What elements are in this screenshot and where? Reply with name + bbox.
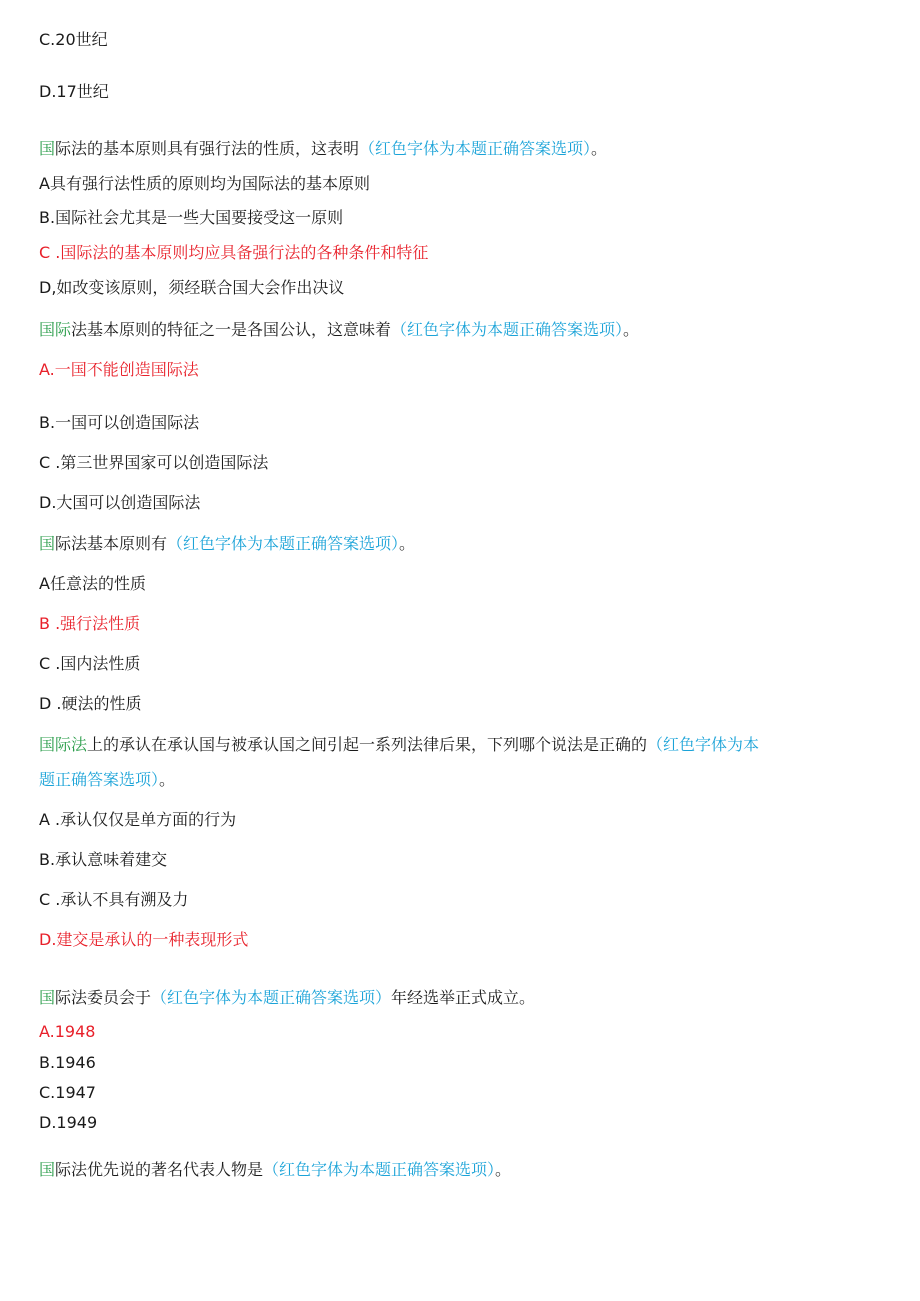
question-1-hint: （红色字体为本题正确答案选项） bbox=[359, 139, 592, 158]
q5-option-d: D.1949 bbox=[39, 1113, 98, 1132]
question-5-lead: 国 bbox=[39, 988, 56, 1007]
question-4-text: 上的承认在承认国与被承认国之间引起一系列法律后果，下列哪个说法是正确的 bbox=[87, 735, 648, 754]
q2-option-c: C .第三世界国家可以创造国际法 bbox=[39, 453, 269, 472]
question-3-text: 际法基本原则有 bbox=[55, 534, 168, 553]
option-c-top: C.20世纪 bbox=[39, 30, 108, 49]
question-6-text: 际法优先说的著名代表人物是 bbox=[55, 1160, 264, 1179]
q4-option-a: A .承认仅仅是单方面的行为 bbox=[39, 810, 237, 829]
q3-option-b-correct: B .强行法性质 bbox=[39, 614, 141, 633]
question-5-text: 际法委员会于 bbox=[55, 988, 152, 1007]
question-2-end: 。 bbox=[623, 320, 640, 339]
question-3-hint: （红色字体为本题正确答案选项） bbox=[167, 534, 400, 553]
q2-option-d: D.大国可以创造国际法 bbox=[39, 493, 201, 512]
question-6 bbox=[39, 1159, 511, 1181]
q1-option-a: A具有强行法性质的原则均为国际法的基本原则 bbox=[39, 174, 370, 193]
question-2 bbox=[39, 319, 639, 341]
question-4-line-2 bbox=[39, 769, 175, 791]
question-4-hint-part-1: （红色字体为本 bbox=[647, 735, 760, 754]
question-6-hint: （红色字体为本题正确答案选项） bbox=[263, 1160, 496, 1179]
q3-option-a: A任意法的性质 bbox=[39, 574, 146, 593]
question-5-after: 年经选举正式成立。 bbox=[391, 988, 536, 1007]
q5-option-c: C.1947 bbox=[39, 1083, 96, 1102]
question-6-lead: 国 bbox=[39, 1160, 56, 1179]
q3-option-d: D .硬法的性质 bbox=[39, 694, 142, 713]
question-1-end: 。 bbox=[591, 139, 608, 158]
question-4-end: 。 bbox=[159, 770, 176, 789]
question-1-text: 际法的基本原则具有强行法的性质，这表明 bbox=[55, 139, 360, 158]
q5-option-b: B.1946 bbox=[39, 1053, 96, 1072]
question-5-hint: （红色字体为本题正确答案选项） bbox=[151, 988, 392, 1007]
q2-option-a-correct: A.一国不能创造国际法 bbox=[39, 360, 199, 379]
question-3 bbox=[39, 533, 415, 555]
question-3-lead: 国 bbox=[39, 534, 56, 553]
question-5 bbox=[39, 987, 535, 1009]
q4-option-b: B.承认意味着建交 bbox=[39, 850, 168, 869]
q5-option-a-correct: A.1948 bbox=[39, 1022, 96, 1041]
q3-option-c: C .国内法性质 bbox=[39, 654, 141, 673]
question-1-lead: 国 bbox=[39, 139, 56, 158]
question-4-hint-part-2: 题正确答案选项） bbox=[39, 770, 160, 789]
question-3-end: 。 bbox=[399, 534, 416, 553]
q4-option-c: C .承认不具有溯及力 bbox=[39, 890, 189, 909]
q4-option-d-correct: D.建交是承认的一种表现形式 bbox=[39, 930, 249, 949]
question-1 bbox=[39, 138, 607, 160]
option-d-top: D.17世纪 bbox=[39, 82, 109, 101]
question-4-lead: 国际法 bbox=[39, 735, 88, 754]
q2-option-b: B.一国可以创造国际法 bbox=[39, 413, 200, 432]
question-6-end: 。 bbox=[495, 1160, 512, 1179]
question-4-line-1 bbox=[39, 734, 759, 756]
question-2-hint: （红色字体为本题正确答案选项） bbox=[391, 320, 624, 339]
q1-option-d: D,如改变该原则，须经联合国大会作出决议 bbox=[39, 278, 345, 297]
q1-option-b: B.国际社会尤其是一些大国要接受这一原则 bbox=[39, 208, 344, 227]
q1-option-c-correct: C .国际法的基本原则均应具备强行法的各种条件和特征 bbox=[39, 243, 429, 262]
question-2-lead: 国际 bbox=[39, 320, 72, 339]
question-2-text: 法基本原则的特征之一是各国公认，这意味着 bbox=[71, 320, 392, 339]
